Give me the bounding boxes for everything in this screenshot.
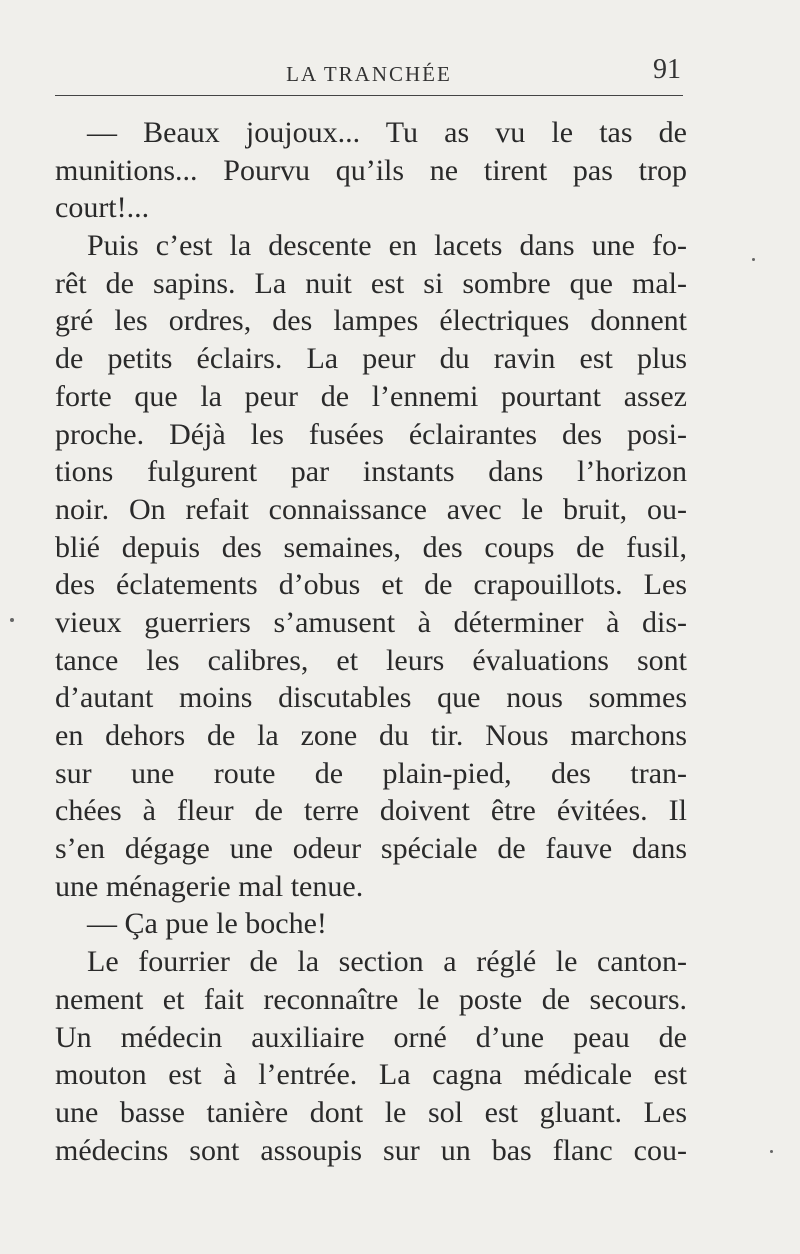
paper-speck (752, 258, 755, 261)
text-line: tions fulgurent par instants dans l’horizon (55, 455, 687, 489)
text-line: de petits éclairs. La peur du ravin est plus (55, 342, 687, 376)
text-line: tance les calibres, et leurs évaluations sont (55, 643, 687, 677)
text-line: d’autant moins discutables que nous sommes (55, 681, 687, 715)
paper-speck (10, 618, 14, 622)
text-line: Le fourrier de la section a réglé le canton- (87, 945, 687, 979)
text-line: des éclatements d’obus et de crapouillots. Les (55, 568, 687, 602)
text-line: — Beaux joujoux... Tu as vu le tas de (87, 116, 687, 149)
text-line: chées à fleur de terre doivent être évitées. Il (55, 794, 687, 828)
text-line: en dehors de la zone du tir. Nous marchons (55, 719, 687, 752)
text-line: vieux guerriers s’amusent à déterminer à dis- (55, 605, 687, 639)
text-line: médecins sont assoupis sur un bas flanc cou- (55, 1133, 687, 1167)
text-line: nement et fait reconnaître le poste de secours. (55, 982, 687, 1016)
running-head: LA TRANCHÉE (286, 62, 452, 86)
text-line: forte que la peur de l’ennemi pourtant assez (55, 379, 687, 413)
text-line: — Ça pue le boche! (87, 907, 327, 941)
text-line: sur une route de plain-pied, des tran- (55, 756, 687, 790)
text-line: Un médecin auxiliaire orné d’une peau de (55, 1020, 687, 1054)
page-number: 91 (653, 54, 681, 85)
text-line: proche. Déjà les fusées éclairantes des posi- (55, 417, 687, 451)
body-text (55, 114, 687, 1169)
text-line: s’en dégage une odeur spéciale de fauve dans (55, 832, 687, 866)
text-line: une ménagerie mal tenue. (55, 869, 364, 903)
header-rule (55, 95, 683, 96)
text-line: rêt de sapins. La nuit est si sombre que mal- (55, 266, 687, 300)
text-line: blié depuis des semaines, des coups de fusil, (55, 530, 687, 564)
text-line: munitions... Pourvu qu’ils ne tirent pas trop (55, 153, 687, 187)
text-line: mouton est à l’entrée. La cagna médicale est (55, 1058, 687, 1092)
text-line: une basse tanière dont le sol est gluant. Les (55, 1095, 687, 1129)
paper-speck (770, 1150, 773, 1153)
text-line: gré les ordres, des lampes électriques donnent (55, 304, 687, 338)
text-line: noir. On refait connaissance avec le bruit, ou- (55, 492, 687, 526)
text-line: Puis c’est la descente en lacets dans une fo- (87, 229, 687, 263)
text-line: court!... (55, 191, 150, 225)
page-header (55, 50, 683, 98)
